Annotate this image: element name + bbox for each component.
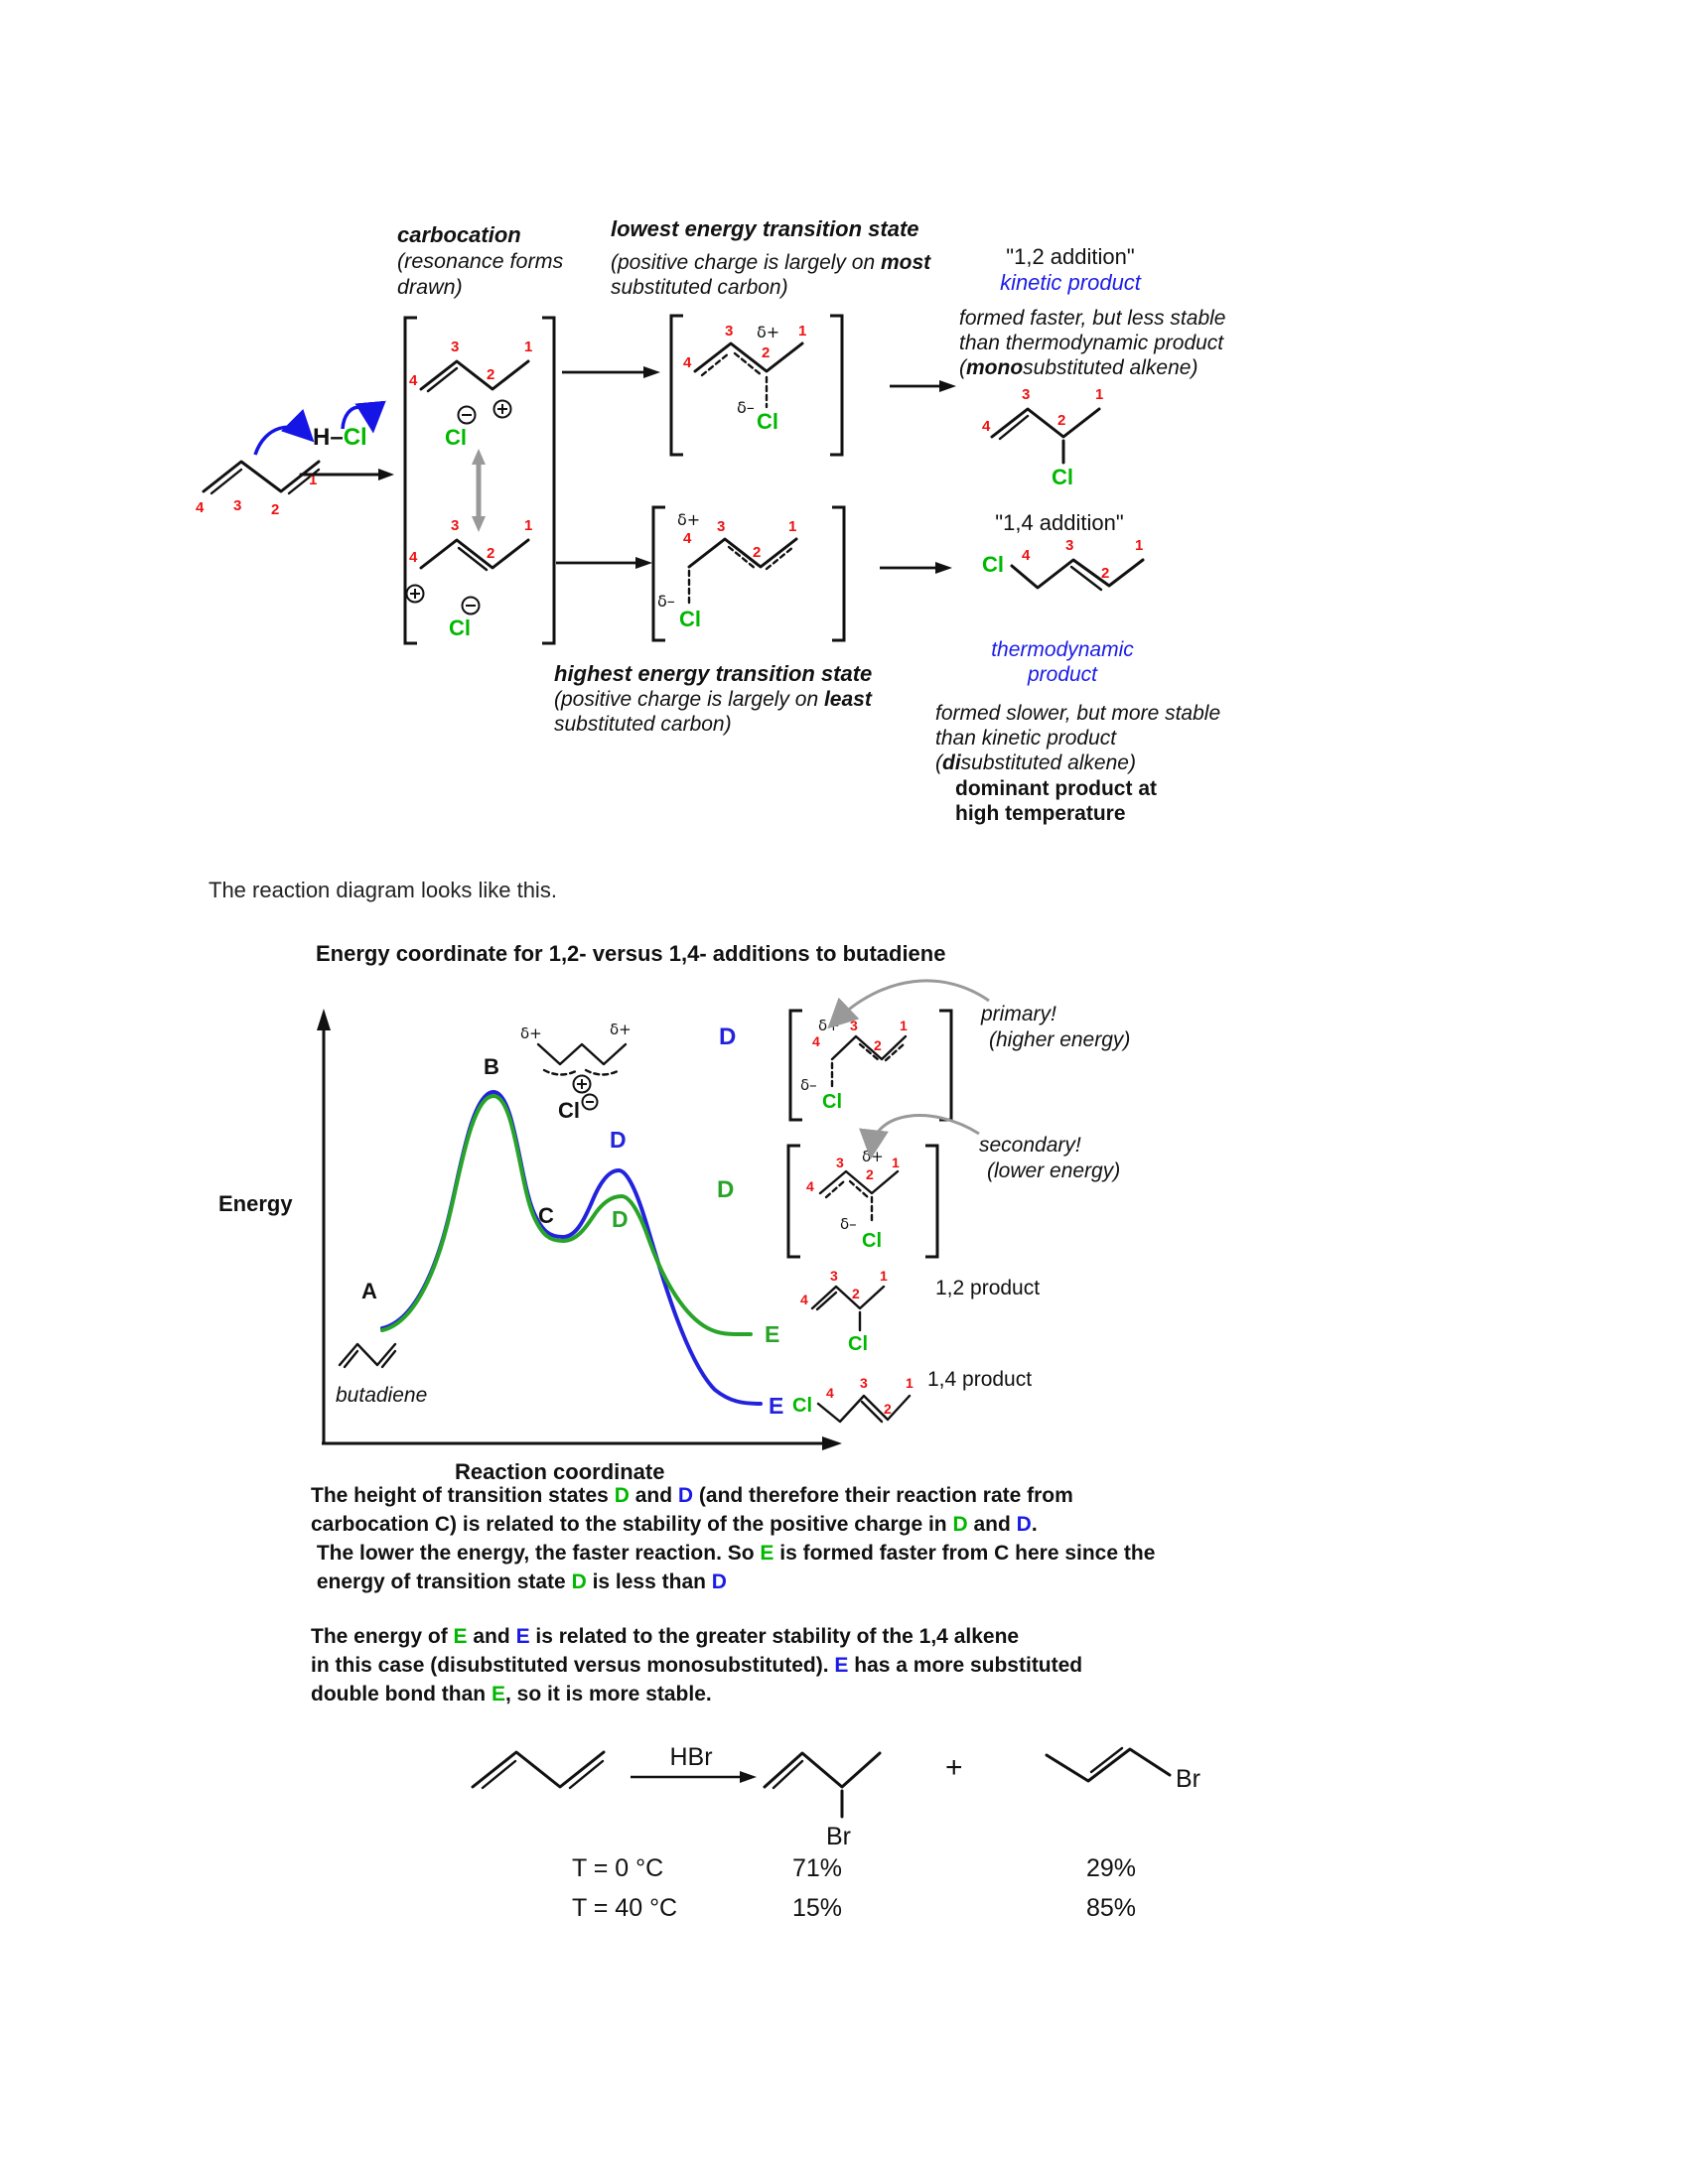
kinetic-product-label: kinetic product [1000,270,1141,295]
paragraph-line: double bond than E, so it is more stable. [311,1683,712,1706]
chloride-label: Cl [862,1230,882,1252]
lowest-ts-title: lowest energy transition state [611,216,919,241]
diagram-title: Energy coordinate for 1,2- versus 1,4- additions to butadiene [316,941,946,966]
svg-text:δ+: δ+ [677,510,701,529]
svg-text:4: 4 [409,372,418,389]
highest-ts-title: highest energy transition state [554,661,873,686]
svg-text:1: 1 [906,1375,914,1391]
svg-text:1: 1 [892,1155,900,1170]
chlorine-label: Cl [982,552,1004,577]
svg-text:1: 1 [788,518,797,535]
thermo-description: formed slower, but more stable than kinetic product (disubstituted alkene) [935,702,1221,774]
carbocation-sub2: drawn) [397,275,463,299]
svg-text:δ–: δ– [800,1076,817,1094]
x-axis [322,1436,842,1450]
svg-text:δ+: δ+ [610,1021,632,1038]
paragraph-line: The lower the energy, the faster reaction. So E is formed faster from C here since the [311,1542,1156,1565]
svg-text:1: 1 [524,517,533,534]
svg-text:3: 3 [1022,387,1031,403]
paragraph-line: carbocation C) is related to the stability of the positive charge in D and D. [311,1513,1038,1536]
atom-number: 4 [196,499,205,516]
svg-text:4: 4 [1022,547,1031,564]
svg-text:δ+: δ+ [520,1024,542,1042]
svg-text:δ–: δ– [840,1215,857,1233]
atom-number: 3 [233,497,242,514]
svg-text:1: 1 [524,339,533,355]
y-axis [317,1009,331,1443]
label-B: B [484,1054,499,1079]
yield-14-at-40C: 85% [1086,1894,1137,1922]
highest-ts-sub: (positive charge is largely on least substituted carbon) [554,688,872,736]
svg-text:3: 3 [725,323,734,340]
plus-sign: + [945,1751,963,1784]
chloride-anion-label: Cl [558,1098,580,1123]
label-D-blue-peak: D [610,1127,627,1153]
svg-text:4: 4 [826,1385,834,1401]
svg-text:4: 4 [409,549,418,566]
atom-number: 2 [271,501,280,518]
svg-text:1: 1 [1095,387,1104,403]
product-12-small-structure [800,1268,888,1355]
arrow-to-ts2-icon [556,557,652,569]
connector-arrows [0,0,1688,893]
svg-text:1: 1 [900,1018,908,1033]
product-14-label: 1,4 product [927,1368,1033,1391]
temp-row-2-label: T = 40 °C [572,1894,678,1922]
svg-text:4: 4 [800,1292,808,1307]
svg-text:2: 2 [487,545,495,562]
secondary-pointer-arrow-icon [872,1116,979,1148]
thermodynamic-product-label: thermodynamic product [991,638,1134,686]
svg-text:4: 4 [683,354,692,371]
curve-12-green [382,1096,751,1334]
svg-text:3: 3 [830,1268,838,1284]
bromine-label: Br [826,1823,851,1850]
yield-14-at-0C: 29% [1086,1854,1137,1882]
product-3-bromobutene-structure [765,1753,880,1850]
arrow-to-ts1-icon [562,366,660,378]
explanation-paragraph-1 [311,1481,1204,1596]
secondary-sublabel: (lower energy) [987,1160,1121,1182]
svg-text:2: 2 [874,1037,882,1053]
svg-text:δ–: δ– [737,398,755,417]
product-14-small-structure [792,1375,914,1422]
atom-number: 1 [309,472,318,488]
svg-text:3: 3 [860,1375,868,1391]
svg-text:2: 2 [852,1286,860,1301]
hcl-label: H–Cl [313,424,367,451]
minus-charge-icon [583,1095,598,1110]
svg-text:4: 4 [982,418,991,435]
paragraph-line: The height of transition states D and D (and therefore their reaction rate from [311,1484,1073,1507]
label-E-green: E [765,1321,780,1347]
chloride-label: Cl [449,615,471,640]
chlorine-label: Cl [848,1333,868,1355]
svg-text:3: 3 [850,1018,858,1033]
svg-text:2: 2 [866,1166,874,1182]
y-axis-label: Energy [218,1191,293,1216]
svg-text:δ–: δ– [657,592,675,611]
kinetic-description: formed faster, but less stable than thermodynamic product (monosubstituted alkene) [959,307,1226,379]
chloride-label: Cl [679,607,701,631]
primary-ts-bracket [790,1011,951,1120]
paragraph-line: energy of transition state D is less than D [311,1570,727,1593]
svg-text:δ+: δ+ [862,1148,884,1165]
butadiene-small-structure [340,1344,395,1367]
svg-text:1: 1 [880,1268,888,1284]
bromine-label: Br [1176,1765,1200,1793]
allyl-cation-inset [520,1021,632,1123]
svg-text:δ+: δ+ [818,1017,840,1034]
butadiene-label: butadiene [336,1384,428,1407]
explanation-paragraph-2 [311,1622,1204,1708]
arrow-to-product12-icon [890,380,956,392]
svg-text:2: 2 [753,544,762,561]
chloride-label: Cl [822,1091,842,1113]
energy-diagram [189,933,1271,1509]
addition-12-label: "1,2 addition" [1006,244,1135,269]
yield-12-at-0C: 71% [792,1854,843,1882]
yield-12-at-40C: 15% [792,1894,843,1922]
label-C: C [538,1203,554,1228]
primary-sublabel: (higher energy) [989,1028,1131,1051]
carbocation-sub1: (resonance forms [397,249,564,273]
svg-text:2: 2 [762,344,771,361]
paragraph-line: The energy of E and E is related to the greater stability of the 1,4 alkene [311,1625,1020,1648]
lowest-ts-sub: (positive charge is largely on most substituted carbon) [611,251,931,299]
svg-text:4: 4 [812,1033,820,1049]
chlorine-label: Cl [792,1395,812,1417]
chloride-label: Cl [757,409,778,434]
svg-text:3: 3 [836,1155,844,1170]
chlorine-label: Cl [1052,465,1073,489]
primary-label: primary! [981,1003,1056,1025]
hbr-reaction-scheme [437,1725,1221,1864]
intro-text: The reaction diagram looks like this. [209,878,557,902]
label-A: A [361,1279,377,1303]
plus-charge-icon [574,1076,591,1093]
primary-pointer-arrow-icon [836,981,989,1021]
dominant-product-note: dominant product at high temperature [955,777,1157,825]
svg-text:2: 2 [487,366,495,383]
chloride-label: Cl [445,425,467,450]
svg-text:3: 3 [1065,537,1074,554]
secondary-ts-bracket [788,1146,937,1257]
svg-text:2: 2 [1101,565,1110,582]
svg-text:2: 2 [884,1401,892,1417]
reaction-arrow-icon [631,1771,757,1783]
label-E-blue: E [769,1393,784,1419]
svg-text:3: 3 [451,339,460,355]
butadiene-structure [473,1752,604,1788]
svg-text:1: 1 [798,323,807,340]
secondary-label: secondary! [979,1134,1081,1157]
carbocation-title: carbocation [397,222,521,247]
svg-text:4: 4 [806,1178,814,1194]
svg-text:3: 3 [717,518,726,535]
arrow-to-product14-icon [880,562,952,574]
addition-14-label: "1,4 addition" [995,510,1124,535]
svg-text:1: 1 [1135,537,1144,554]
label-D-green-peak: D [612,1206,629,1232]
svg-text:δ+: δ+ [757,323,780,341]
temp-row-1-label: T = 0 °C [572,1854,664,1882]
label-D-blue-bracket: D [719,1024,737,1050]
paragraph-line: in this case (disubstituted versus monosubstituted). E has a more substituted [311,1654,1083,1677]
product-12-label: 1,2 product [935,1277,1041,1299]
product-crotyl-bromide-structure [1047,1748,1200,1793]
svg-text:2: 2 [1057,412,1066,429]
svg-text:3: 3 [451,517,460,534]
label-D-green-bracket: D [717,1176,735,1203]
hbr-reagent-label: HBr [669,1743,713,1771]
x-axis-label: Reaction coordinate [455,1459,665,1484]
svg-text:4: 4 [683,530,692,547]
